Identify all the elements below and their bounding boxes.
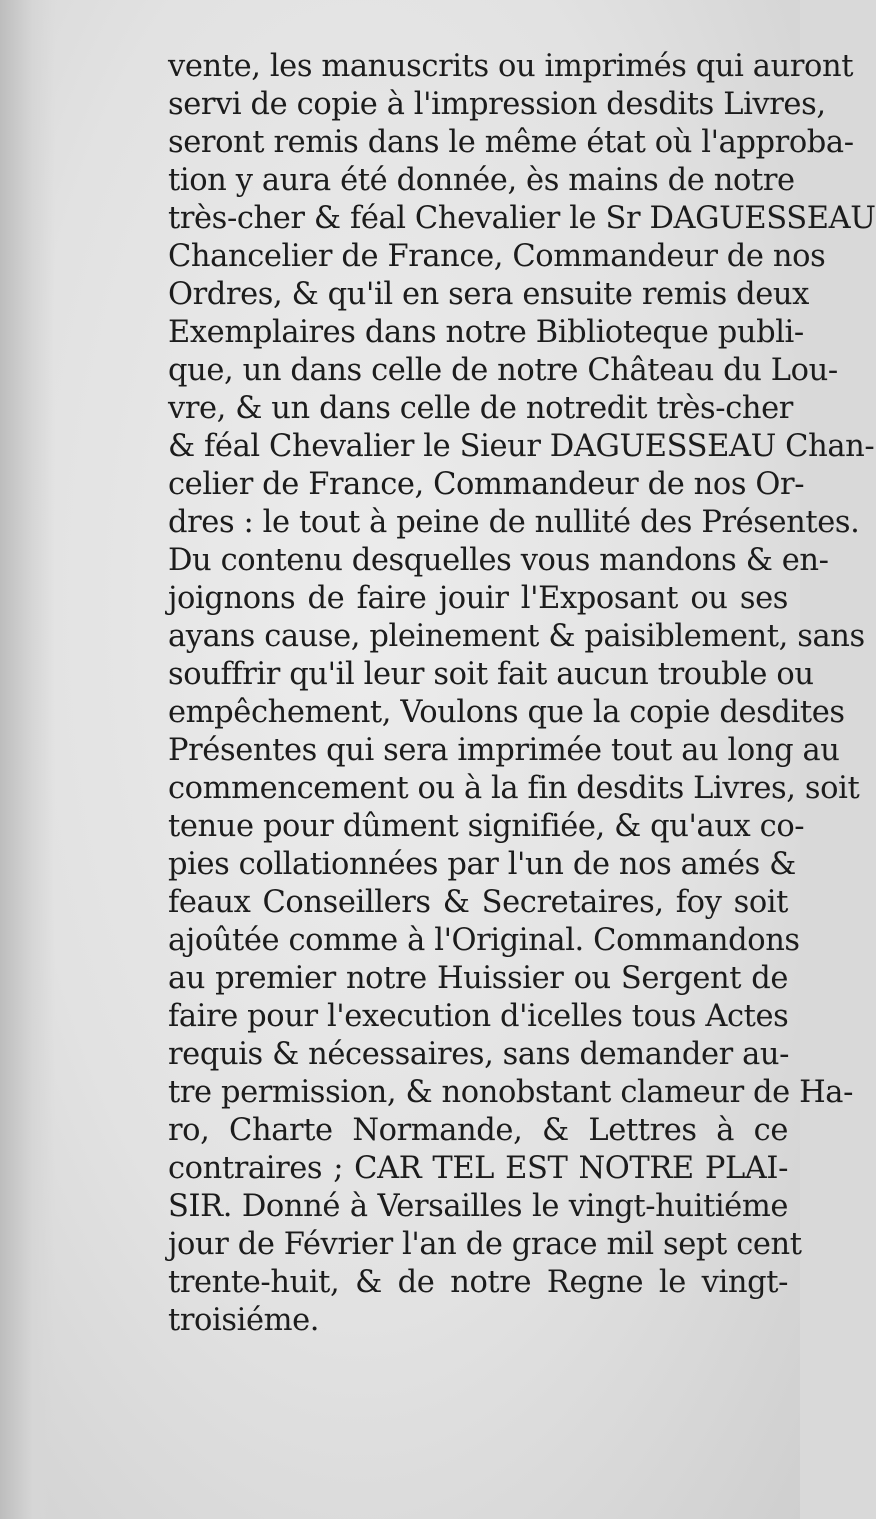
text-line: que, un dans celle de notre Château du Lou-: [168, 353, 838, 388]
text-line: tenue pour dûment signifiée, & qu'aux co-: [168, 809, 805, 844]
text-line: Chancelier de France, Commandeur de nos: [168, 239, 826, 274]
text-line: jour de Février l'an de grace mil sept cent: [168, 1227, 802, 1262]
text-line: faire pour l'execution d'icelles tous Actes: [168, 999, 789, 1034]
text-line: feaux Conseillers & Secretaires, foy soit: [168, 885, 788, 920]
text-line: au premier notre Huissier ou Sergent de: [168, 961, 788, 996]
text-line: très-cher & féal Chevalier le Sr DAGUESSEAU: [168, 201, 876, 236]
text-line: Du contenu desquelles vous mandons & en-: [168, 543, 829, 578]
text-line: vente, les manuscrits ou imprimés qui auront: [168, 49, 854, 84]
text-line: ro, Charte Normande, & Lettres à ce: [168, 1113, 788, 1148]
text-line: vre, & un dans celle de notredit très-cher: [168, 391, 793, 426]
text-line: Exemplaires dans notre Biblioteque publi-: [168, 315, 804, 350]
text-line: ayans cause, pleinement & paisiblement, sans: [168, 619, 865, 654]
text-line: Ordres, & qu'il en sera ensuite remis deux: [168, 277, 809, 312]
text-line: joignons de faire jouir l'Exposant ou ses: [168, 581, 788, 616]
text-line: requis & nécessaires, sans demander au-: [168, 1037, 790, 1072]
text-line: souffrir qu'il leur soit fait aucun trouble ou: [168, 657, 814, 692]
text-line: trente-huit, & de notre Regne le vingt-: [168, 1265, 788, 1300]
text-line: commencement ou à la fin desdits Livres, soit: [168, 771, 860, 806]
text-line: pies collationnées par l'un de nos amés &: [168, 847, 796, 882]
text-line: seront remis dans le même état où l'approba-: [168, 125, 854, 160]
text-line: tion y aura été donnée, ès mains de notre: [168, 163, 795, 198]
text-line: empêchement, Voulons que la copie desdites: [168, 695, 845, 730]
text-line: ajoûtée comme à l'Original. Commandons: [168, 923, 800, 958]
text-line: tre permission, & nonobstant clameur de Ha-: [168, 1075, 854, 1110]
text-line: Présentes qui sera imprimée tout au long au: [168, 733, 840, 768]
text-line: servi de copie à l'impression desdits Livres,: [168, 87, 826, 122]
text-line: celier de France, Commandeur de nos Or-: [168, 467, 805, 502]
text-line: dres : le tout à peine de nullité des Présentes.: [168, 505, 860, 540]
text-line: troisiéme.: [168, 1303, 320, 1338]
text-line: SIR. Donné à Versailles le vingt-huitiéme: [168, 1189, 788, 1224]
text-line: & féal Chevalier le Sieur DAGUESSEAU Chan-: [168, 429, 875, 464]
text-line: contraires ; CAR TEL EST NOTRE PLAI-: [168, 1151, 788, 1186]
